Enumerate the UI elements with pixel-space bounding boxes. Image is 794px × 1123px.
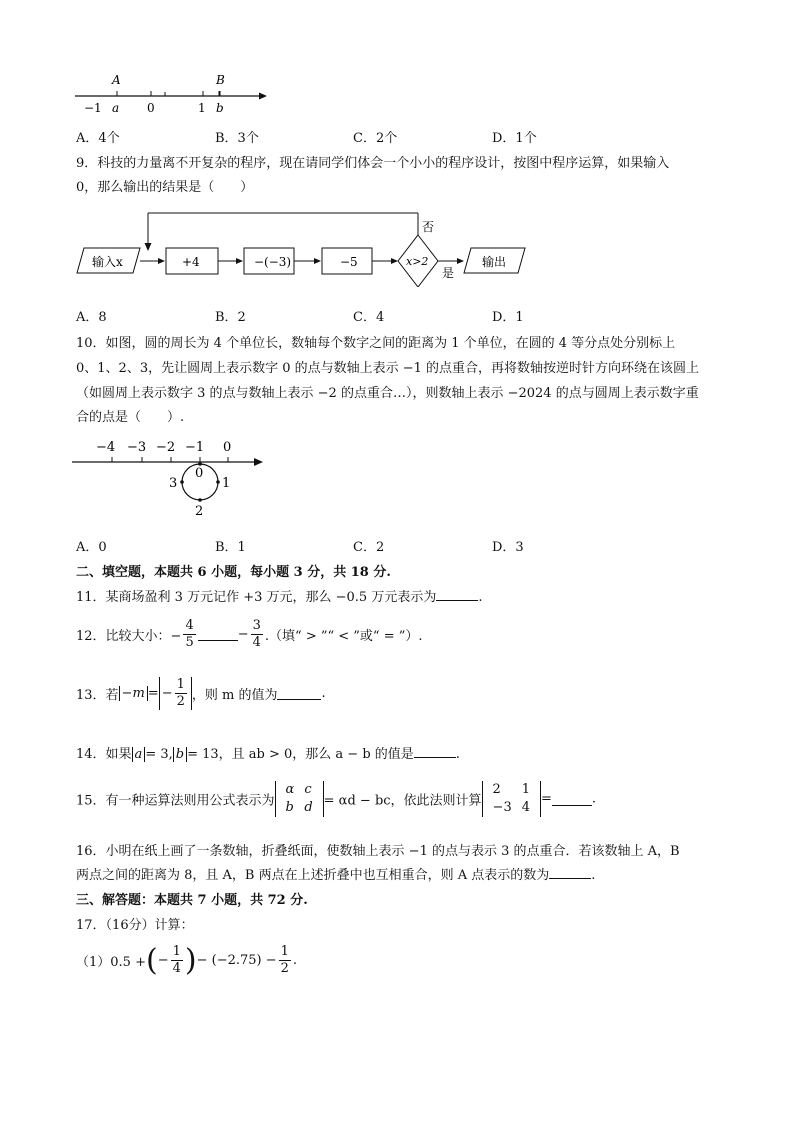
section-3-heading: 三、解答题：本题共 7 小题，共 72 分. [76,893,308,908]
q10-option-b: B．1 [215,540,246,555]
q17-title: 17．（16分）计算： [76,918,194,933]
q16-line1: 16．小明在纸上画了一条数轴，折叠纸面，使数轴上表示 −1 的点与表示 3 的点重合．若该数轴上 A，B [76,844,680,859]
svg-text:−3: −3 [127,440,147,455]
tick-minus-one: −1 [84,101,102,115]
svg-text:0: 0 [223,440,232,455]
svg-text:−(−3): −(−3) [254,255,292,269]
tick-a: a [112,101,120,115]
tick-zero: 0 [147,101,155,115]
svg-text:输入x: 输入x [92,255,123,269]
q14: 14．如果 a = 3, b = 13，且 ab > 0，那么 a − b 的值是 . [76,747,460,762]
svg-text:−5: −5 [340,255,358,269]
svg-text:−1: −1 [185,440,205,455]
svg-text:x>2: x>2 [406,255,429,268]
q11-answer-blank[interactable] [436,588,478,601]
point-b-label: B [216,73,225,87]
q8-option-a: A．4个 [76,131,120,146]
q10-text-line1: 10．如图，圆的周长为 4 个单位长，数轴每个数字之间的距离为 1 个单位，在圆的 4 等分点处分别标上 [76,336,676,351]
q11: 11．某商场盈利 3 万元记作 +3 万元，那么 −0.5 万元表示为 . [76,590,483,605]
tick-one: 1 [198,101,206,115]
svg-text:−2: −2 [156,440,176,455]
q15: 15．有一种运算法则用公式表示为 α c b d = αd − bc，依此法则计算 2 1 −3 4 = . [76,782,597,815]
point-a-label: A [112,73,121,87]
q14-answer-blank[interactable] [414,745,456,758]
svg-text:−4: −4 [96,440,116,455]
q9-option-a: A．8 [76,310,107,325]
section-2-heading: 二、填空题，本题共 6 小题，每小题 3 分，共 18 分. [76,565,391,580]
flow-yes-label: 是 [442,266,455,280]
q9-option-b: B．2 [215,310,246,325]
q10-option-a: A．0 [76,540,107,555]
q9-text-line1: 9．科技的力量离不开复杂的程序，现在请同学们体会一个小小的程序设计，按图中程序运算，如果输入 [76,156,670,171]
q8-option-d: D．1个 [492,131,537,146]
q10-text-line4: 合的点是（ ）. [76,410,185,425]
q16-answer-blank[interactable] [549,866,591,879]
q9-text-line2: 0，那么输出的结果是（ ） [76,180,254,195]
q10-text-line3: （如圆周上表示数字 3 的点与数轴上表示 −2 的点重合…），则数轴上表示 −2024 的点与圆周上表示数字重 [76,386,699,401]
circle-label-1: 1 [222,476,231,491]
flow-no-label: 否 [422,220,435,234]
circle-label-0: 0 [195,466,204,481]
q8-option-c: C．2个 [353,131,398,146]
tick-b: b [216,101,224,115]
q9-option-d: D．1 [492,310,524,325]
svg-text:输出: 输出 [482,255,507,269]
q15-answer-blank[interactable] [552,793,592,806]
q9-option-c: C．4 [353,310,385,325]
q16-line2: 两点之间的距离为 8，且 A，B 两点在上述折叠中也互相重合，则 A 点表示的数为 . [76,868,596,883]
q10-option-d: D．3 [492,540,524,555]
q12: 12．比较大小：− $\frac{4}{5}$ − $\frac{3}{4}$ .（填“ > ”“ < ”或“ = ”）. [76,618,423,650]
q13-answer-blank[interactable] [277,687,321,700]
q13: 13．若 −m = − $\frac{1}{2}$ ，则 m 的值为 . [76,677,326,709]
q12-answer-blank[interactable] [198,628,238,641]
q8-option-b: B．3个 [215,131,259,146]
q9-flowchart [70,205,540,287]
circle-label-3: 3 [169,476,178,491]
q8-number-line-figure [70,68,280,120]
svg-text:+4: +4 [182,255,200,269]
q10-option-c: C．2 [353,540,385,555]
q10-text-line2: 0、1、2、3，先让圆周上表示数字 0 的点与数轴上表示 −1 的点重合，再将数轴按逆时针方向环绕在该圆上 [76,361,700,376]
circle-label-2: 2 [195,504,204,519]
q17-part1-expression: （1）0.5 +(− $\frac{1}{4}$ )− (−2.75) − $\frac{1}{2}$ . [76,943,298,978]
q10-circle-number-line-figure [70,432,270,522]
